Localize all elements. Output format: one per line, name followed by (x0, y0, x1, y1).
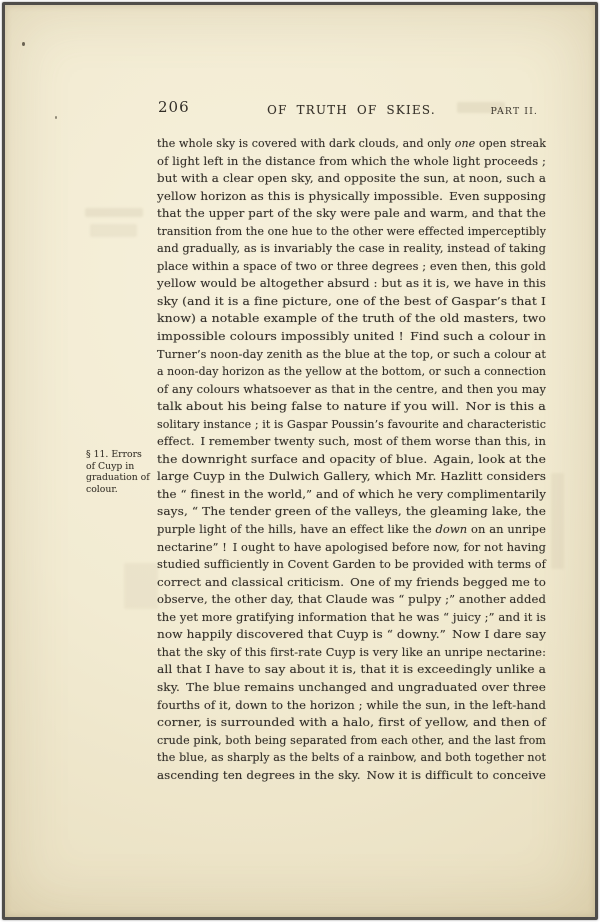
text-line: yellow horizon as this is physically impossible. Even supposing (157, 189, 546, 203)
text-line: the blue, as sharply as the belts of a rainbow, and both together not (157, 751, 546, 765)
show-through-artifact (124, 563, 158, 609)
text-line: of any colours whatsoever as that in the centre, and then you may (157, 382, 546, 396)
text-line: crude pink, both being separated from each other, and the last from (157, 733, 546, 747)
margin-note-line: of Cuyp in (86, 460, 135, 472)
part-label: PART II. (490, 106, 538, 117)
dust-speck (55, 116, 57, 119)
margin-note (86, 449, 160, 495)
text-line: that the sky of this first-rate Cuyp is very like an unripe nectarine: (157, 645, 546, 659)
text-line: sky (and it is a fine picture, one of the best of Gaspar’s that I (157, 294, 546, 308)
body-text (157, 135, 546, 784)
running-title: OF TRUTH OF SKIES. (267, 103, 436, 117)
text-line: talk about his being false to nature if you will. Nor is this a (157, 400, 546, 414)
text-line: observe, the other day, that Claude was “ pulpy ;” another added (157, 593, 546, 607)
text-line: a noon-day horizon as the yellow at the bottom, or such a connection (157, 365, 546, 379)
text-line: of light left in the distance from which the whole light proceeds ; (157, 154, 546, 168)
text-line: the “ finest in the world,” and of which he very complimentarily (157, 487, 546, 501)
page-number: 206 (158, 98, 190, 116)
text-line: purple light of the hills, have an effect like the down on an unripe (157, 523, 546, 537)
text-line: the yet more gratifying information that he was “ juicy ;” and it is (157, 610, 546, 624)
text-line: correct and classical criticism. One of my friends begged me to (157, 575, 546, 589)
text-line: fourths of it, down to the horizon ; while the sun, in the left-hand (157, 698, 546, 712)
text-line: corner, is surrounded with a halo, first of yellow, and then of (157, 716, 546, 730)
dust-speck (22, 42, 25, 46)
text-line: yellow would be altogether absurd : but as it is, we have in this (157, 277, 546, 291)
margin-note-line: colour. (86, 483, 118, 495)
margin-note-line: § 11. Errors (86, 449, 142, 460)
text-line: sky. The blue remains unchanged and ungraduated over three (157, 680, 546, 694)
text-line: the downright surface and opacity of blue. Again, look at the (157, 452, 546, 466)
show-through-artifact (85, 208, 143, 217)
text-line: solitary instance ; it is Gaspar Poussin’s favourite and characteristic (157, 417, 546, 431)
text-line: now happily discovered that Cuyp is “ downy.” Now I dare say (157, 628, 546, 642)
text-line: large Cuyp in the Dulwich Gallery, which Mr. Hazlitt considers (157, 470, 546, 484)
text-line: impossible colours impossibly united ! Find such a colour in (157, 330, 546, 344)
text-line: know) a notable example of the truth of the old masters, two (157, 312, 546, 326)
text-line: studied sufficiently in Covent Garden to be provided with terms of (157, 558, 546, 572)
show-through-artifact (90, 224, 137, 237)
scanned-page (2, 2, 598, 920)
text-line: transition from the one hue to the other were effected imperceptibly (157, 224, 546, 238)
text-line: ascending ten degrees in the sky. Now it is difficult to conceive (157, 768, 546, 782)
text-line: but with a clear open sky, and opposite the sun, at noon, such a (157, 172, 546, 186)
show-through-artifact (551, 473, 564, 569)
text-line: the whole sky is covered with dark clouds, and only one open streak (157, 137, 546, 150)
text-line: place within a space of two or three degrees ; even then, this gold (157, 259, 546, 273)
margin-note-line: graduation of (86, 472, 150, 484)
text-line: Turner’s noon-day zenith as the blue at the top, or such a colour at (157, 347, 546, 361)
text-line: effect. I remember twenty such, most of them worse than this, in (157, 435, 546, 449)
text-line: that the upper part of the sky were pale and warm, and that the (157, 207, 546, 221)
text-line: and gradually, as is invariably the case in reality, instead of taking (157, 242, 546, 256)
text-line: says, “ The tender green of the valleys, the gleaming lake, the (157, 505, 546, 519)
page-paper (5, 5, 595, 917)
text-line: nectarine” ! I ought to have apologised before now, for not having (157, 540, 546, 554)
text-line: all that I have to say about it is, that it is exceedingly unlike a (157, 663, 546, 677)
